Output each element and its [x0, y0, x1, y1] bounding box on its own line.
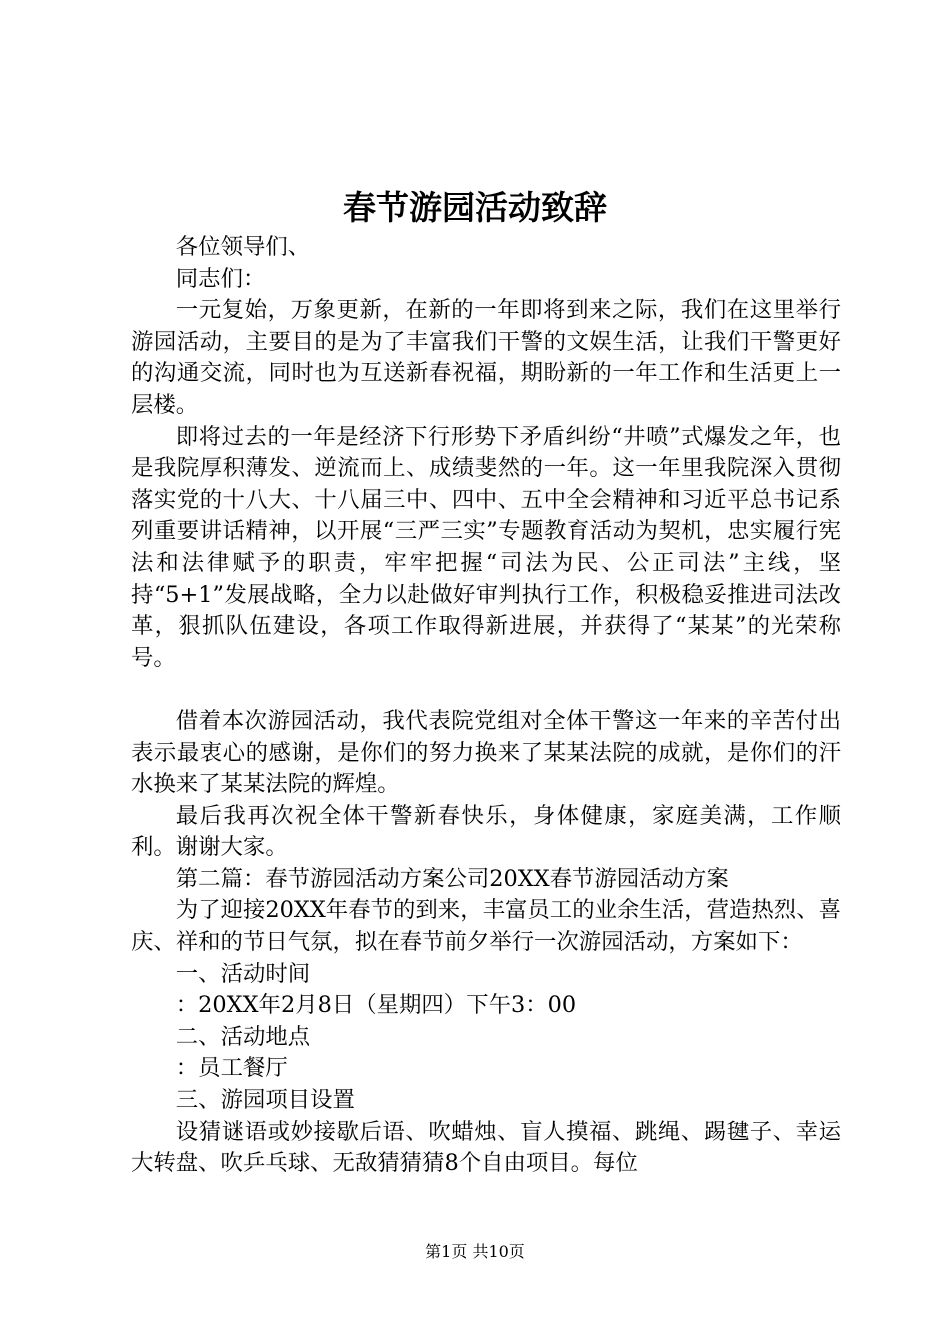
value-activity-time: ：20XX年2月8日（星期四）下午3：00 — [175, 992, 577, 1019]
salutation-leaders: 各位领导们、 — [175, 234, 311, 260]
blank-line — [131, 674, 841, 706]
paragraph-plan-intro: 为了迎接20XX年春节的到来，丰富员工的业余生活，营造热烈、喜庆、祥和的节日气氛，拟在春节前夕举行一次游园活动，方案如下： — [131, 897, 841, 956]
value-activity-location: ：员工餐厅 — [175, 1055, 288, 1082]
section-heading-part-two: 第二篇：春节游园活动方案公司20XX春节游园活动方案 — [175, 865, 729, 892]
salutation-comrades: 同志们： — [175, 265, 266, 292]
heading-activity-location: 二、活动地点 — [175, 1023, 311, 1050]
heading-activity-time: 一、活动时间 — [175, 960, 311, 987]
heading-activity-items: 三、游园项目设置 — [175, 1087, 355, 1114]
paragraph-closing: 最后我再次祝全体干警新春快乐，身体健康，家庭美满，工作顺利。谢谢大家。 — [131, 802, 841, 861]
paragraph-achievements: 即将过去的一年是经济下行形势下矛盾纠纷“井喷”式爆发之年，也是我院厚积薄发、逆流而上、成绩斐然的一年。这一年里我院深入贯彻落实党的十八大、十八届三中、四中、五中全会精神和习近平总书记系列重要讲话精神，以开展“三严三实”专题教育活动为契机，忠实履行宪法和法律赋予的职责，牢牢把握“司法为民、公正司法”主线，坚持“5+1”发展战略，全力以赴做好审判执行工作，积极稳妥推进司法改革，狠抓队伍建设，各项工作取得新进展，并获得了“某某”的光荣称号。 — [131, 423, 841, 671]
document-body — [131, 232, 841, 1180]
paragraph-opening: 一元复始，万象更新，在新的一年即将到来之际，我们在这里举行游园活动，主要目的是为了丰富我们干警的文娱生活，让我们干警更好的沟通交流，同时也为互送新春祝福，期盼新的一年工作和生活更上一层楼。 — [131, 297, 841, 418]
page-footer: 第1页 共10页 — [425, 1242, 525, 1261]
paragraph-thanks: 借着本次游园活动，我代表院党组对全体干警这一年来的辛苦付出表示最衷心的感谢，是你们的努力换来了某某法院的成就，是你们的汗水换来了某某法院的辉煌。 — [131, 707, 841, 798]
paragraph-activity-items: 设猜谜语或妙接歇后语、吹蜡烛、盲人摸福、跳绳、踢毽子、幸运大转盘、吹乒乓球、无敌猜猜猜8个自由项目。每位 — [131, 1118, 841, 1177]
document-title: 春节游园活动致辞 — [343, 188, 607, 227]
